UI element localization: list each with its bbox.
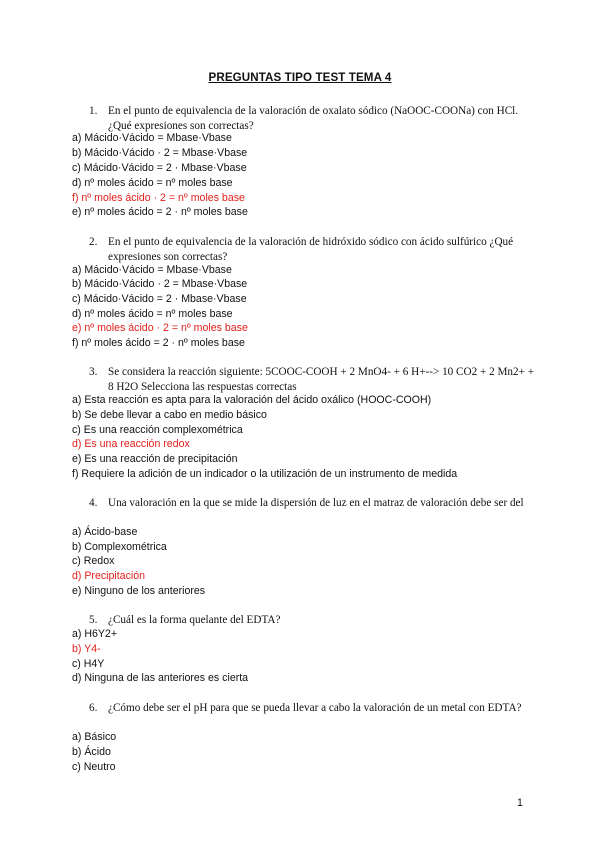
question-number: 2. — [89, 236, 98, 248]
option-2e-correct: e) nº moles ácido · 2 = nº moles base — [72, 322, 248, 334]
question-6 — [75, 701, 535, 716]
question-4 — [75, 496, 535, 511]
option-1e: e) nº moles ácido = 2 · nº moles base — [72, 206, 248, 218]
option-6b: b) Ácido — [72, 746, 111, 758]
option-1c: c) Mácido·Vácido = 2 · Mbase·Vbase — [72, 162, 247, 174]
question-number: 5. — [89, 614, 98, 626]
question-text: Una valoración en la que se mide la dispersión de luz en el matraz de valoración debe ser del — [108, 497, 524, 509]
option-5a: a) H6Y2+ — [72, 628, 118, 640]
option-5d: d) Ninguna de las anteriores es cierta — [72, 672, 249, 684]
option-5c: c) H4Y — [72, 658, 105, 670]
question-2 — [75, 235, 535, 265]
option-6a: a) Básico — [72, 731, 117, 743]
option-2a: a) Mácido·Vácido = Mbase·Vbase — [72, 264, 232, 276]
option-1d: d) nº moles ácido = nº moles base — [72, 177, 233, 189]
question-text: En el punto de equivalencia de la valoración de oxalato sódico (NaOOC-COONa) con HCl. ¿Qué expresiones son correctas? — [108, 105, 519, 132]
option-1f-correct: f) nº moles ácido · 2 = nº moles base — [72, 192, 245, 204]
option-4b: b) Complexométrica — [72, 541, 167, 553]
option-2b: b) Mácido·Vácido · 2 = Mbase·Vbase — [72, 278, 248, 290]
question-3 — [75, 365, 535, 395]
option-4d-correct: d) Precipitación — [72, 570, 146, 582]
option-1a: a) Mácido·Vácido = Mbase·Vbase — [72, 132, 232, 144]
question-number: 3. — [89, 366, 98, 378]
option-4c: c) Redox — [72, 555, 115, 567]
question-text: Se considera la reacción siguiente: 5COOC-COOH + 2 MnO4- + 6 H+--> 10 CO2 + 2 Mn2+ + 8 H2O Selecciona las respuestas correctas — [108, 366, 535, 393]
option-3a: a) Esta reacción es apta para la valoración del ácido oxálico (HOOC-COOH) — [72, 394, 432, 406]
page-number: 1 — [517, 797, 523, 809]
question-number: 4. — [89, 497, 98, 509]
option-2c: c) Mácido·Vácido = 2 · Mbase·Vbase — [72, 293, 247, 305]
option-3b: b) Se debe llevar a cabo en medio básico — [72, 409, 267, 421]
option-2f: f) nº moles ácido = 2 · nº moles base — [72, 337, 245, 349]
question-number: 6. — [89, 702, 98, 714]
question-text: En el punto de equivalencia de la valoración de hidróxido sódico con ácido sulfúrico ¿Qué expresiones son correctas? — [108, 236, 514, 263]
option-6c: c) Neutro — [72, 761, 116, 773]
option-3d-correct: d) Es una reacción redox — [72, 438, 190, 450]
question-text: ¿Cómo debe ser el pH para que se pueda llevar a cabo la valoración de un metal con EDTA? — [108, 702, 522, 714]
question-number: 1. — [89, 105, 98, 117]
question-1 — [75, 104, 535, 134]
option-2d: d) nº moles ácido = nº moles base — [72, 308, 233, 320]
question-5 — [75, 613, 535, 628]
option-5b-correct: b) Y4- — [72, 643, 101, 655]
option-1b: b) Mácido·Vácido · 2 = Mbase·Vbase — [72, 147, 248, 159]
option-3c: c) Es una reacción complexométrica — [72, 424, 243, 436]
page-title: PREGUNTAS TIPO TEST TEMA 4 — [208, 71, 392, 84]
option-4a: a) Ácido-base — [72, 526, 138, 538]
option-3f: f) Requiere la adición de un indicador o la utilización de un instrumento de medida — [72, 468, 458, 480]
option-3e: e) Es una reacción de precipitación — [72, 453, 238, 465]
question-text: ¿Cuál es la forma quelante del EDTA? — [108, 614, 281, 626]
option-4e: e) Ninguno de los anteriores — [72, 585, 206, 597]
